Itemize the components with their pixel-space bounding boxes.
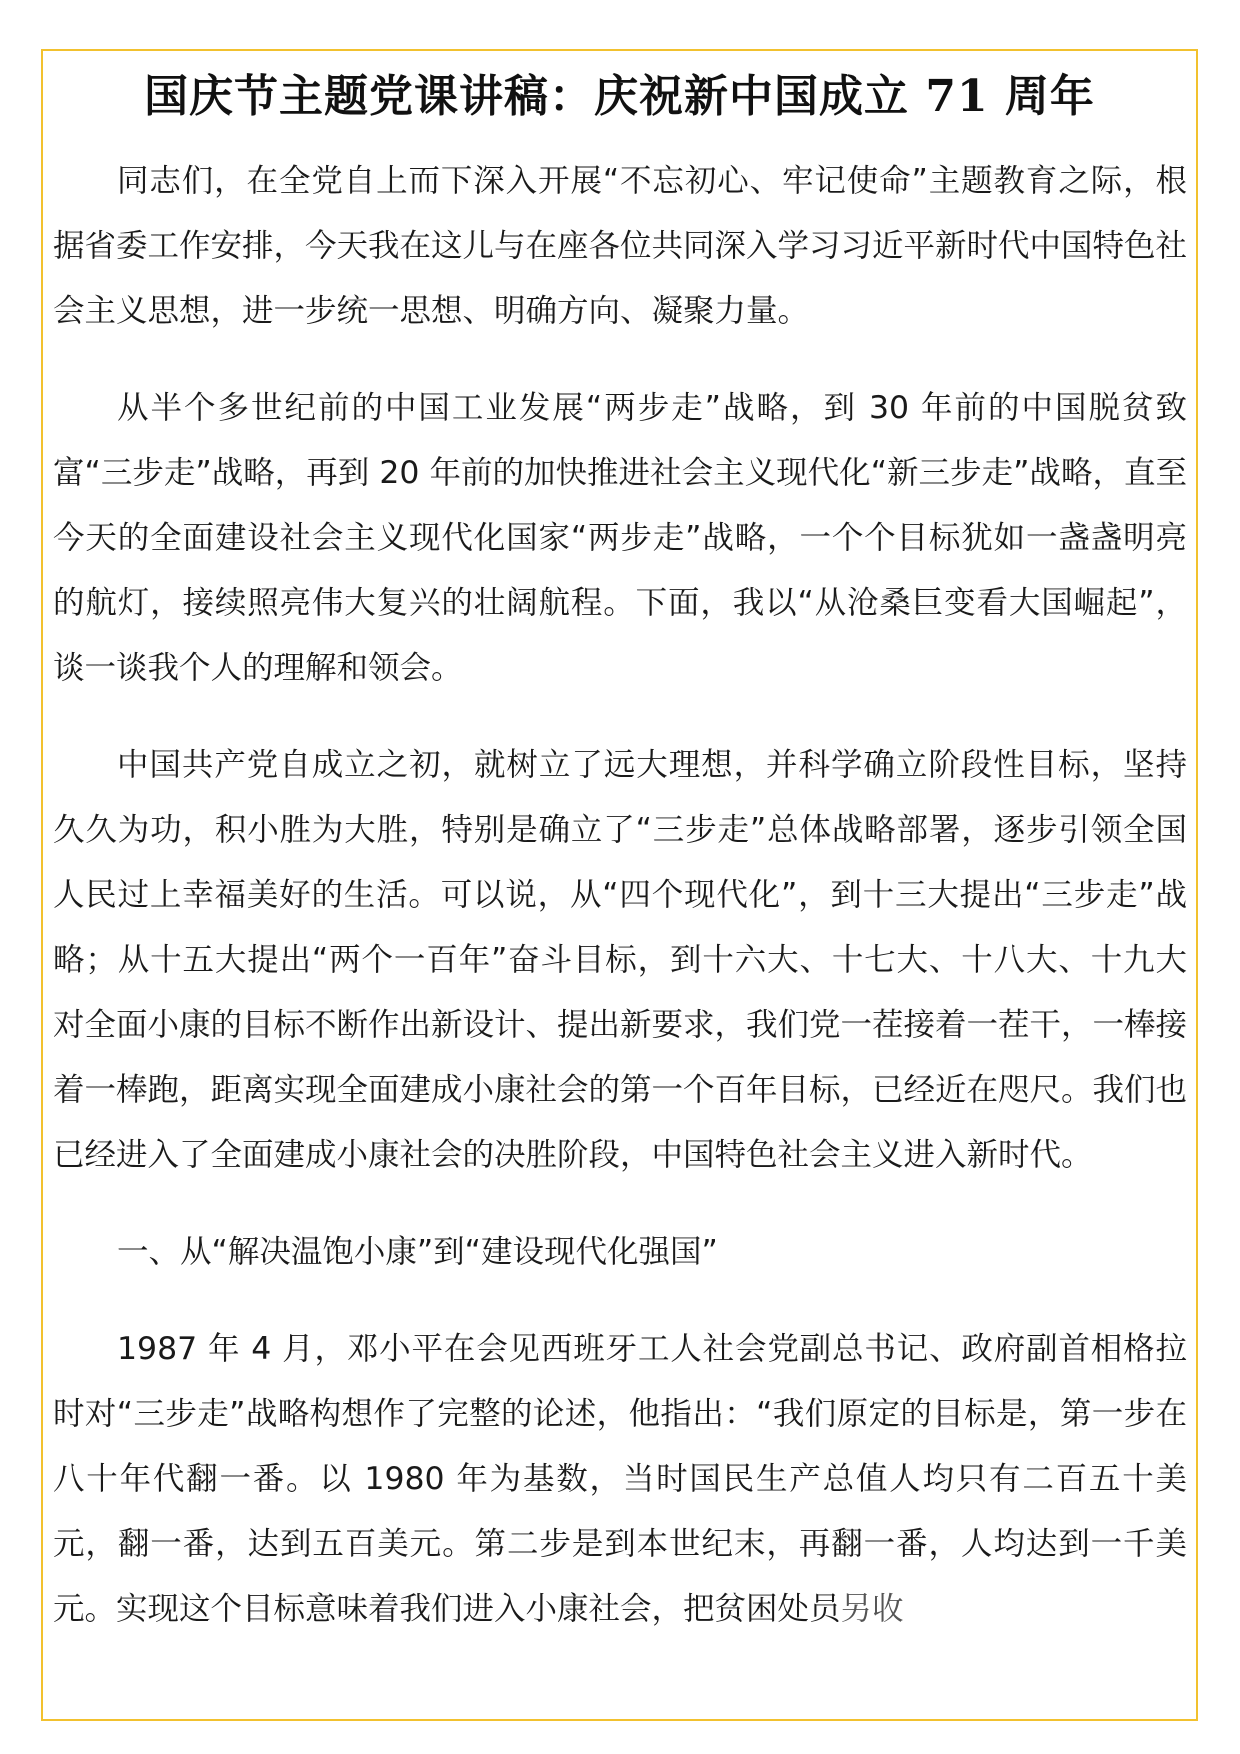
paragraph-3: 中国共产党自成立之初，就树立了远大理想，并科学确立阶段性目标，坚持久久为功，积小胜为大胜，特别是确立了“三步走”总体战略部署，逐步引领全国人民过上幸福美好的生活。可以说，从“四个现代化”，到十三大提出“三步走”战略；从十五大提出“两个一百年”奋斗目标，到十六大、十七大、十八大、十九大对全面小康的目标不断作出新设计、提出新要求，我们党一茬接着一茬干，一棒接着一棒跑，距离实现全面建成小康社会的第一个百年目标，已经近在咫尺。我们也已经进入了全面建成小康社会的决胜阶段，中国特色社会主义进入新时代。 [53, 747, 1188, 1173]
document-body [53, 149, 1187, 1674]
paragraph-2: 从半个多世纪前的中国工业发展“两步走”战略，到 30 年前的中国脱贫致富“三步走”战略，再到 20 年前的加快推进社会主义现代化“新三步走”战略，直至今天的全面建设社会主义现代化国家“两步走”战略，一个个目标犹如一盏盏明亮的航灯，接续照亮伟大复兴的壮阔航程。下面，我以“从沧桑巨变看大国崛起”，谈一谈我个人的理解和领会。 [53, 390, 1187, 686]
section-heading: 一、从“解决温饱小康”到“建设现代化强国” [117, 1234, 718, 1270]
paragraph-1: 同志们，在全党自上而下深入开展“不忘初心、牢记使命”主题教育之际，根据省委工作安排，今天我在这儿与在座各位共同深入学习习近平新时代中国特色社会主义思想，进一步统一思想、明确方向、凝聚力量。 [53, 163, 1188, 329]
page-border [41, 49, 1198, 1721]
paragraph-4-text: 1987 年 4 月，邓小平在会见西班牙工人社会党副总书记、政府副首相格拉时对“三步走”战略构想作了完整的论述，他指出：“我们原定的目标是，第一步在八十年代翻一番。以 1980 年为基数，当时国民生产总值人均只有二百五十美元，翻一番，达到五百美元。第二步是到本世纪末，再翻一番，人均达到一千美元。实现这个目标意味着我们进入小康社会，把贫困处员 [53, 1331, 1187, 1627]
document-title: 国庆节主题党课讲稿：庆祝新中国成立 71 周年 [144, 71, 1095, 122]
paragraph-4 [53, 1317, 1187, 1642]
paragraph-4-tail: 另收 [840, 1591, 904, 1627]
